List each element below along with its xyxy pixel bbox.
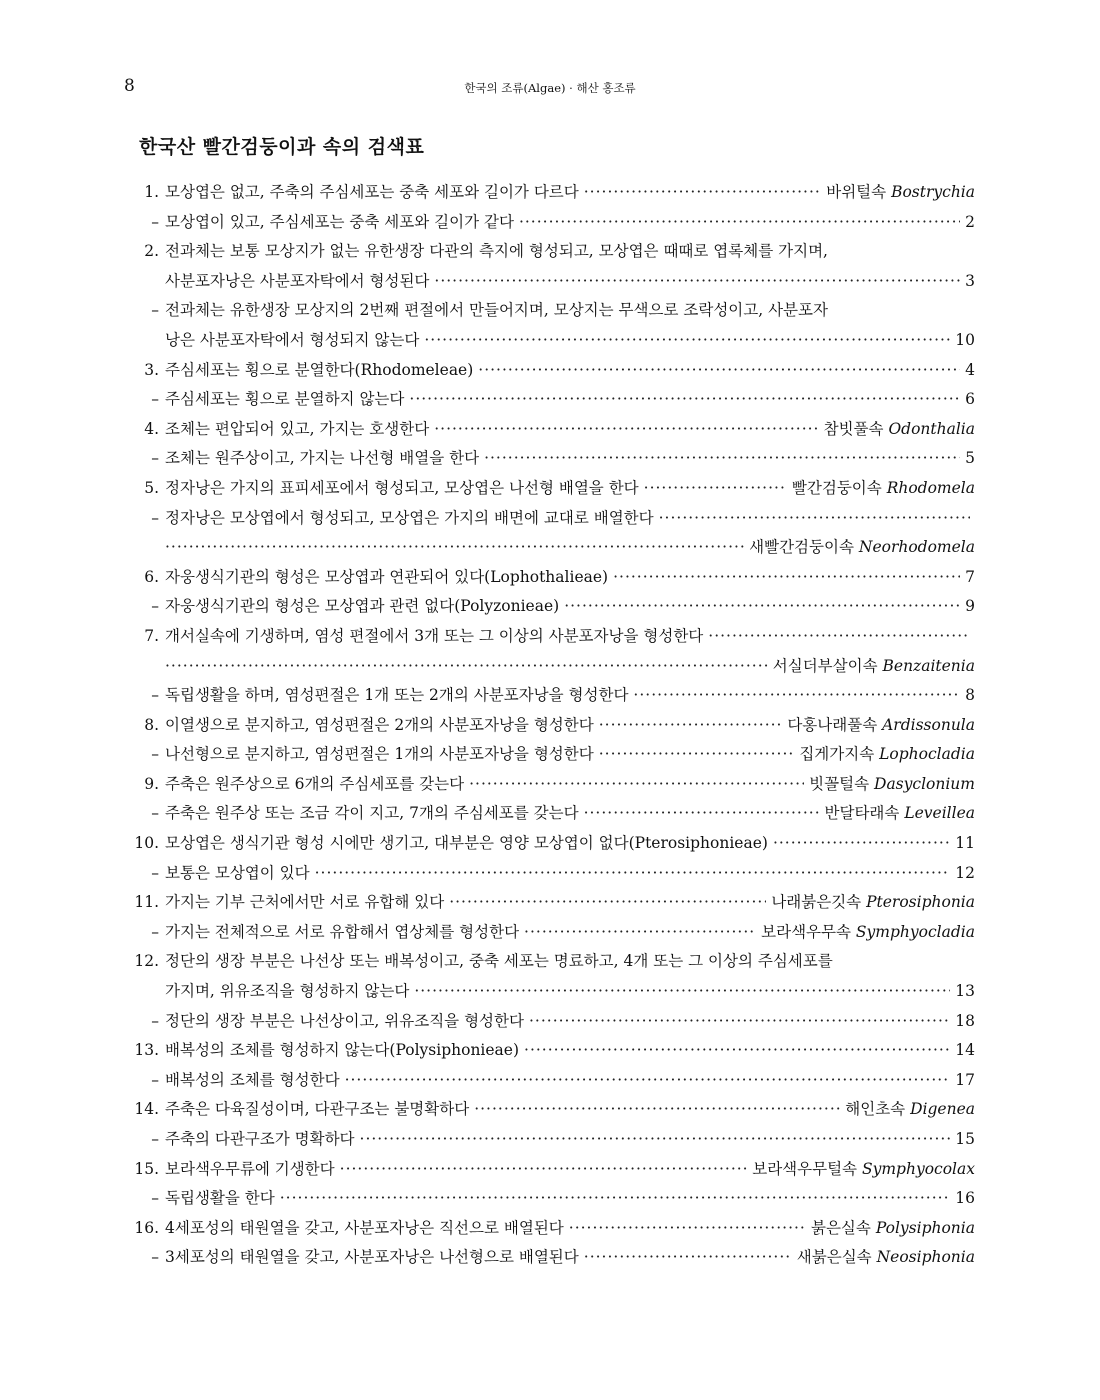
key-couplet-2a (125, 237, 975, 267)
latin-genus-name: Digenea (910, 1100, 975, 1119)
couplet-text: 정자낭은 가지의 표피세포에서 형성되고, 모상엽은 나선형 배열을 한다 (165, 478, 639, 497)
korean-genus-name: 나래붉은깃속 (771, 893, 862, 912)
couplet-number: – (151, 449, 159, 468)
couplet-result (826, 178, 975, 208)
couplet-number: – (151, 804, 159, 823)
dot-leader (569, 1214, 806, 1244)
couplet-number: 14. (134, 1100, 159, 1119)
couplet-text: 정단의 생장 부분은 나선상 또는 배복성이고, 중축 세포는 명료하고, 4개 또는 그 이상의 주심세포를 (165, 952, 833, 971)
couplet-result (809, 770, 975, 800)
key-couplet-15a (125, 1155, 975, 1185)
couplet-number: – (151, 922, 159, 941)
dot-leader (529, 1007, 950, 1037)
couplet-text: 전과체는 보통 모상지가 없는 유한생장 다관의 측지에 형성되고, 모상엽은 때때로 엽록체를 가지며, (165, 242, 828, 261)
couplet-text: 배복성의 조체를 형성한다 (165, 1070, 340, 1089)
couplet-number: – (151, 1248, 159, 1267)
latin-genus-name: Benzaitenia (882, 656, 975, 675)
korean-genus-name: 반달타래속 (824, 804, 900, 823)
korean-genus-name: 집게가지속 (799, 745, 875, 764)
latin-genus-name: Ardissonula (882, 715, 975, 734)
dot-leader (424, 326, 950, 356)
couplet-result (792, 474, 975, 504)
key-couplet-14b (125, 1125, 975, 1155)
couplet-text: 조체는 편압되어 있고, 가지는 호생한다 (165, 419, 430, 438)
latin-genus-name: Pterosiphonia (866, 893, 975, 912)
couplet-result: 10 (955, 330, 975, 349)
dot-leader (360, 1125, 951, 1155)
couplet-result: 15 (955, 1130, 975, 1148)
couplet-text: 전과체는 유한생장 모상지의 2번째 편절에서 만들어지며, 모상지는 무색으로 조락성이고, 사분포자 (165, 301, 828, 320)
korean-genus-name: 보라색우무속 (761, 922, 851, 941)
latin-genus-name: Symphyocladia (855, 922, 975, 941)
couplet-text: 모상엽은 생식기관 형성 시에만 생기고, 대부분은 영양 모상엽이 없다(Pterosiphonieae) (165, 834, 768, 853)
dot-leader (469, 770, 804, 800)
key-couplet-14a (125, 1095, 975, 1125)
dot-leader (613, 563, 960, 593)
dot-leader (315, 859, 951, 889)
korean-genus-name: 서실더부살이속 (772, 656, 878, 675)
dot-leader (524, 1036, 950, 1066)
key-couplet-4b (125, 444, 975, 474)
korean-genus-name: 붉은실속 (810, 1218, 871, 1237)
key-couplet-2a-cont (125, 267, 975, 297)
couplet-number: 6. (144, 567, 159, 586)
latin-genus-name: Leveillea (904, 804, 975, 823)
key-couplet-5b-cont (125, 533, 975, 563)
key-couplet-1a (125, 178, 975, 208)
couplet-text: 주축은 다육질성이며, 다관구조는 불명확하다 (165, 1100, 470, 1119)
key-couplet-5b (125, 504, 975, 534)
dot-leader (564, 592, 960, 622)
key-couplet-12b (125, 1007, 975, 1037)
dot-leader (434, 267, 960, 297)
couplet-text: 가지는 기부 근처에서만 서로 유합해 있다 (165, 893, 445, 912)
latin-genus-name: Neorhodomela (858, 538, 975, 557)
couplet-number: 12. (134, 952, 159, 971)
dot-leader (644, 474, 787, 504)
couplet-number: 15. (134, 1159, 159, 1178)
latin-genus-name: Neosiphonia (876, 1248, 975, 1267)
key-couplet-15b (125, 1184, 975, 1214)
dot-leader (280, 1184, 951, 1214)
couplet-number: – (151, 1189, 159, 1208)
dot-leader (584, 799, 820, 829)
korean-genus-name: 빗꼴털속 (809, 774, 870, 793)
korean-genus-name: 새붉은실속 (796, 1248, 872, 1267)
key-couplet-6b (125, 592, 975, 622)
dot-leader (414, 977, 950, 1007)
dot-leader (584, 1243, 792, 1273)
couplet-text: 주축은 원주상으로 6개의 주심세포를 갖는다 (165, 774, 465, 793)
latin-genus-name: Rhodomela (886, 478, 975, 497)
couplet-result (811, 1214, 975, 1244)
couplet-number: – (151, 1070, 159, 1089)
couplet-number: – (151, 597, 159, 616)
couplet-text: 독립생활을 한다 (165, 1189, 275, 1208)
couplet-result (749, 533, 975, 563)
latin-genus-name: Symphyocolax (861, 1159, 975, 1178)
couplet-text: 가지는 전체적으로 서로 유합해서 엽상체를 형성한다 (165, 922, 520, 941)
couplet-text: 보통은 모상엽이 있다 (165, 863, 310, 882)
dot-leader (659, 504, 970, 534)
couplet-text: 주심세포는 횡으로 분열한다(Rhodomeleae) (165, 360, 474, 379)
dot-leader (524, 918, 756, 948)
dot-leader (449, 888, 766, 918)
section-title: 한국산 빨간검둥이과 속의 검색표 (139, 136, 425, 158)
couplet-number: – (151, 508, 159, 527)
key-couplet-12a-cont (125, 977, 975, 1007)
couplet-result: 3 (965, 271, 975, 290)
couplet-result: 2 (965, 212, 975, 231)
couplet-number: 2. (144, 242, 159, 261)
couplet-result: 13 (955, 982, 975, 1001)
dot-leader (345, 1066, 951, 1096)
key-couplet-16a (125, 1214, 975, 1244)
key-couplet-13b (125, 1066, 975, 1096)
dot-leader (773, 829, 950, 859)
dot-leader (409, 385, 960, 415)
latin-genus-name: Bostrychia (891, 183, 975, 201)
couplet-number: 13. (134, 1041, 159, 1060)
dot-leader (478, 356, 960, 386)
couplet-text: 모상엽이 있고, 주심세포는 중축 세포와 길이가 같다 (165, 212, 514, 231)
key-couplet-2b-cont (125, 326, 975, 356)
dot-leader (599, 711, 783, 741)
couplet-text: 자웅생식기관의 형성은 모상엽과 연관되어 있다(Lophothalieae) (165, 567, 609, 586)
key-couplet-13a (125, 1036, 975, 1066)
latin-genus-name: Lophocladia (879, 745, 975, 764)
key-couplet-3a (125, 356, 975, 386)
couplet-result (797, 1243, 975, 1273)
couplet-number: – (151, 1130, 159, 1148)
couplet-number: 8. (144, 715, 159, 734)
latin-genus-name: Dasyclonium (874, 774, 975, 793)
couplet-text: 배복성의 조체를 형성하지 않는다(Polysiphonieae) (165, 1041, 520, 1060)
couplet-result: 17 (955, 1070, 975, 1089)
dot-leader (474, 1095, 840, 1125)
key-couplet-10a (125, 829, 975, 859)
key-couplet-11a (125, 888, 975, 918)
couplet-number: 11. (134, 893, 159, 912)
couplet-text: 주축은 원주상 또는 조금 각이 지고, 7개의 주심세포를 갖는다 (165, 804, 579, 823)
couplet-result (761, 918, 975, 948)
dot-leader (165, 533, 744, 563)
couplet-result: 9 (965, 597, 975, 616)
couplet-result: 12 (955, 863, 975, 882)
couplet-text: 이열생으로 분지하고, 염성편절은 2개의 사분포자낭을 형성한다 (165, 715, 594, 734)
korean-genus-name: 다홍나래풀속 (787, 715, 878, 734)
dot-leader (340, 1155, 748, 1185)
key-couplet-1b (125, 208, 975, 238)
dot-leader (708, 622, 970, 652)
couplet-text: 정자낭은 모상엽에서 형성되고, 모상엽은 가지의 배면에 교대로 배열한다 (165, 508, 654, 527)
couplet-result: 4 (965, 360, 975, 379)
couplet-text: 사분포자낭은 사분포자탁에서 형성된다 (165, 271, 430, 290)
couplet-text: 낭은 사분포자탁에서 형성되지 않는다 (165, 330, 420, 349)
page-number: 8 (124, 76, 135, 96)
couplet-number: – (151, 1011, 159, 1030)
latin-genus-name: Polysiphonia (875, 1218, 975, 1237)
korean-genus-name: 보라색우무털속 (752, 1159, 858, 1178)
couplet-result: 14 (955, 1041, 975, 1060)
key-couplet-12a (125, 947, 975, 977)
key-couplet-9a (125, 770, 975, 800)
couplet-number: – (151, 745, 159, 764)
couplet-number: – (151, 301, 159, 320)
couplet-text: 4세포성의 태원열을 갖고, 사분포자낭은 직선으로 배열된다 (165, 1218, 564, 1237)
key-couplet-8a (125, 711, 975, 741)
couplet-result: 8 (965, 686, 975, 705)
running-header: 한국의 조류(Algae) · 해산 홍조류 (464, 81, 636, 95)
couplet-number: 16. (134, 1218, 159, 1237)
korean-genus-name: 바위털속 (826, 183, 887, 201)
couplet-text: 가지며, 위유조직을 형성하지 않는다 (165, 982, 410, 1001)
identification-key (125, 178, 975, 1273)
korean-genus-name: 참빗풀속 (823, 419, 884, 438)
dot-leader (633, 681, 960, 711)
couplet-result: 7 (965, 567, 975, 586)
couplet-number: – (151, 686, 159, 705)
couplet-result (787, 711, 975, 741)
couplet-text: 주축의 다관구조가 명확하다 (165, 1130, 355, 1148)
couplet-result (799, 740, 975, 770)
korean-genus-name: 빨간검둥이속 (791, 478, 882, 497)
key-couplet-16b (125, 1243, 975, 1273)
key-couplet-7b (125, 681, 975, 711)
latin-genus-name: Odonthalia (888, 419, 975, 438)
key-couplet-9b (125, 799, 975, 829)
couplet-result (825, 799, 976, 829)
dot-leader (584, 178, 821, 208)
couplet-text: 모상엽은 없고, 주축의 주심세포는 중축 세포와 길이가 다르다 (165, 183, 579, 201)
key-couplet-11b (125, 918, 975, 948)
dot-leader (519, 208, 960, 238)
key-couplet-2b (125, 296, 975, 326)
korean-genus-name: 새빨간검둥이속 (749, 538, 854, 557)
couplet-text: 독립생활을 하며, 염성편절은 1개 또는 2개의 사분포자낭을 형성한다 (165, 686, 629, 705)
couplet-result: 16 (955, 1189, 975, 1208)
key-couplet-10b (125, 859, 975, 889)
korean-genus-name: 해인초속 (845, 1100, 906, 1119)
couplet-number: – (151, 390, 159, 409)
couplet-result: 18 (955, 1011, 975, 1030)
couplet-result: 5 (965, 449, 975, 468)
couplet-text: 주심세포는 횡으로 분열하지 않는다 (165, 390, 405, 409)
couplet-text: 보라색우무류에 기생한다 (165, 1159, 335, 1178)
dot-leader (165, 652, 768, 682)
couplet-result (752, 1155, 975, 1185)
couplet-number: 4. (144, 419, 159, 438)
dot-leader (434, 415, 818, 445)
couplet-result (773, 652, 975, 682)
couplet-text: 정단의 생장 부분은 나선상이고, 위유조직을 형성한다 (165, 1011, 524, 1030)
key-couplet-3b (125, 385, 975, 415)
couplet-result: 6 (965, 390, 975, 409)
couplet-text: 개서실속에 기생하며, 염성 편절에서 3개 또는 그 이상의 사분포자낭을 형성한다 (165, 626, 704, 645)
dot-leader (484, 444, 960, 474)
couplet-text: 나선형으로 분지하고, 염성편절은 1개의 사분포자낭을 형성한다 (165, 745, 594, 764)
couplet-number: 7. (144, 626, 159, 645)
couplet-number: – (151, 863, 159, 882)
couplet-number: 3. (144, 360, 159, 379)
couplet-number: 9. (144, 774, 159, 793)
couplet-text: 자웅생식기관의 형성은 모상엽과 관련 없다(Polyzonieae) (165, 597, 560, 616)
key-couplet-8b (125, 740, 975, 770)
couplet-text: 3세포성의 태원열을 갖고, 사분포자낭은 나선형으로 배열된다 (165, 1248, 579, 1267)
couplet-result (824, 415, 975, 445)
couplet-text: 조체는 원주상이고, 가지는 나선형 배열을 한다 (165, 449, 480, 468)
key-couplet-6a (125, 563, 975, 593)
couplet-result (771, 888, 975, 918)
key-couplet-7a (125, 622, 975, 652)
key-couplet-7a-cont (125, 652, 975, 682)
couplet-number: – (151, 212, 159, 231)
couplet-result: 11 (955, 834, 975, 853)
couplet-number: 10. (134, 834, 159, 853)
couplet-number: 1. (144, 183, 159, 201)
couplet-result (845, 1095, 975, 1125)
key-couplet-5a (125, 474, 975, 504)
dot-leader (599, 740, 795, 770)
couplet-number: 5. (144, 478, 159, 497)
key-couplet-4a (125, 415, 975, 445)
